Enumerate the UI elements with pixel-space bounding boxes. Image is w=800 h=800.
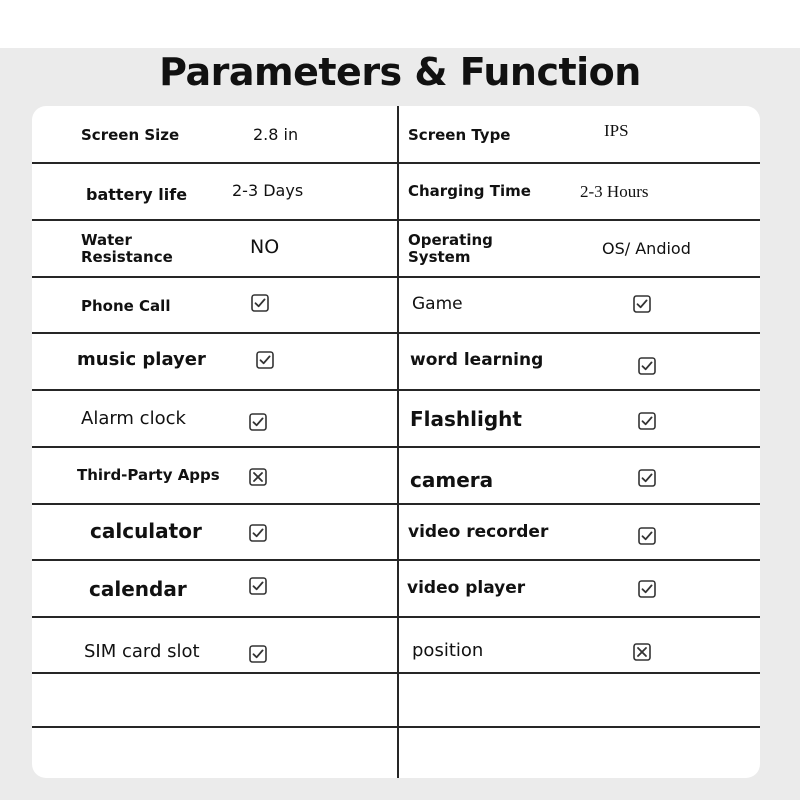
spec-value: 2-3 Hours xyxy=(580,182,649,201)
table-row-divider xyxy=(32,276,760,278)
spec-label: music player xyxy=(77,349,206,370)
spec-label: Screen Type xyxy=(408,126,511,144)
table-row-divider xyxy=(32,616,760,618)
spec-label: video recorder xyxy=(408,522,549,542)
spec-label: Operating System xyxy=(408,231,493,266)
check-icon xyxy=(638,357,656,375)
spec-label: Alarm clock xyxy=(81,408,186,429)
check-icon xyxy=(633,295,651,313)
check-icon xyxy=(249,524,267,542)
spec-value: IPS xyxy=(604,121,629,140)
page-title: Parameters & Function xyxy=(159,50,641,94)
spec-label: Third-Party Apps xyxy=(77,466,220,484)
spec-label: calendar xyxy=(89,577,187,601)
spec-value: 2.8 in xyxy=(253,125,299,144)
spec-value: 2-3 Days xyxy=(232,181,304,200)
spec-label: camera xyxy=(410,468,494,492)
table-row-divider xyxy=(32,672,760,674)
cross-icon xyxy=(633,643,651,661)
check-icon xyxy=(249,577,267,595)
table-row-divider xyxy=(32,559,760,561)
spec-label: word learning xyxy=(410,350,544,370)
check-icon xyxy=(638,580,656,598)
table-row-divider xyxy=(32,162,760,164)
check-icon xyxy=(638,527,656,545)
spec-value: OS/ Andiod xyxy=(602,239,691,258)
spec-label: Charging Time xyxy=(408,182,531,200)
table-row-divider xyxy=(32,503,760,505)
table-column-divider xyxy=(397,106,399,778)
spec-label: Game xyxy=(412,294,463,314)
check-icon xyxy=(638,469,656,487)
cross-icon xyxy=(249,468,267,486)
check-icon xyxy=(249,413,267,431)
spec-label: Flashlight xyxy=(410,407,522,431)
spec-label: Screen Size xyxy=(81,126,180,144)
spec-label: calculator xyxy=(90,519,202,543)
check-icon xyxy=(251,294,269,312)
spec-label: position xyxy=(412,640,484,661)
spec-value: NO xyxy=(250,236,280,258)
table-row-divider xyxy=(32,726,760,728)
page-top-background xyxy=(0,0,800,48)
table-row-divider xyxy=(32,446,760,448)
check-icon xyxy=(249,645,267,663)
table-row-divider xyxy=(32,332,760,334)
spec-label: battery life xyxy=(86,185,188,204)
spec-label: Water Resistance xyxy=(81,231,173,266)
spec-label: SIM card slot xyxy=(84,641,200,662)
spec-label: video player xyxy=(407,578,526,598)
spec-table xyxy=(32,106,760,778)
spec-label: Phone Call xyxy=(81,297,171,315)
check-icon xyxy=(638,412,656,430)
check-icon xyxy=(256,351,274,369)
table-row-divider xyxy=(32,389,760,391)
table-row-divider xyxy=(32,219,760,221)
